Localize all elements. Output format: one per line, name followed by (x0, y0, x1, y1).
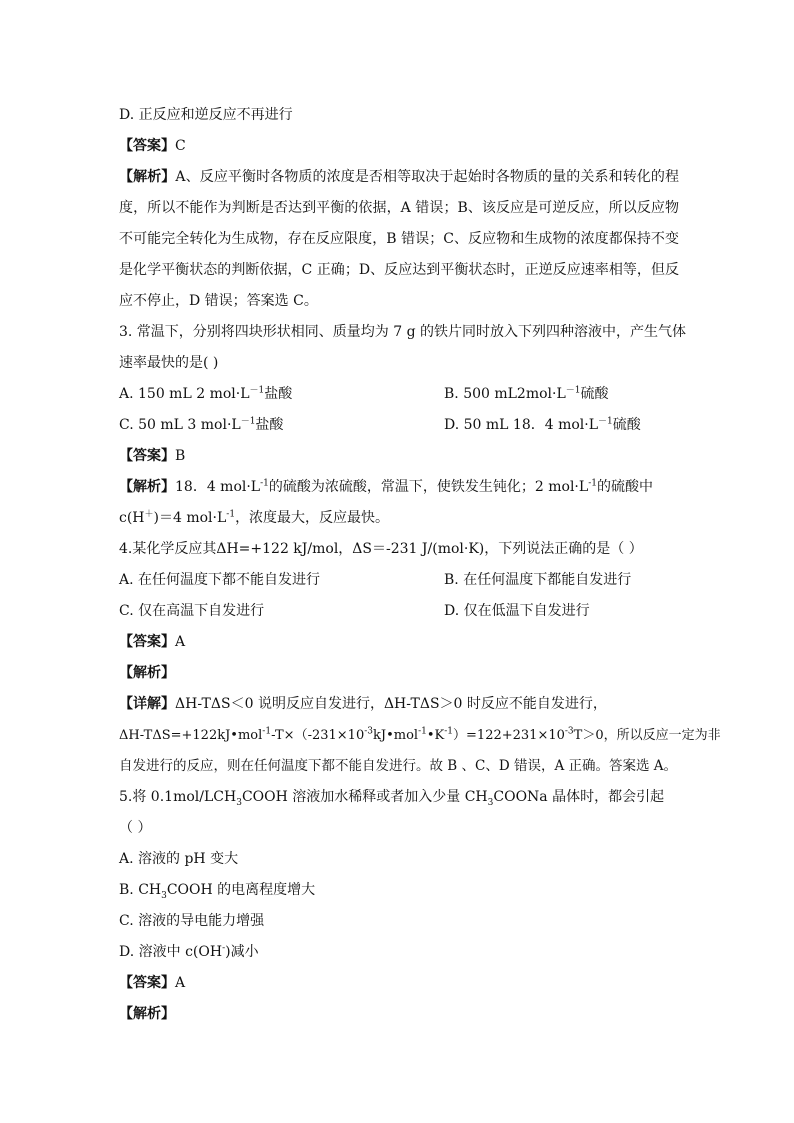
q4-option-b: B. 在任何温度下都能自发进行 (444, 572, 632, 588)
explanation-label: 【解析】 (119, 169, 176, 185)
q4-options-ab (119, 565, 679, 596)
answer-value: C (175, 138, 186, 154)
q3-explanation-line-2: c(H＋)＝4 $mol\cdot L^{-1}$，浓度最大，反应最快。 (119, 509, 390, 526)
answer-label: 【答案】 (119, 975, 175, 991)
q5-stem-line-1: 5.将 $0.1mol/LCH_3COOH$ 溶液加水稀释或者加入少量 $CH_3COONa$ 晶体时，都会引起 (119, 789, 665, 808)
q4-option-c: C. 仅在高温下自发进行 (119, 603, 265, 619)
explanation-label: 【解析】 (119, 1006, 175, 1022)
q3-option-c: C. 50 mL 3 $mol\cdot L^{-1}$盐酸 (119, 416, 284, 433)
q5-option-d: D. 溶液中 c(OH-)减小 (119, 943, 259, 960)
q4-detail-line-2: $\Delta H-T\Delta S=+122kJ•mol^{-1}-T\times(-231\times 10^{-3}kJ•mol^{-1}•K^{-1})=122+231\times 10^{-3}T>0$，所以反应一定为非 (119, 726, 721, 743)
q4-option-d: D. 仅在低温下自发进行 (444, 603, 590, 619)
q3-option-b: B. 500 $mL2mol\cdot L^{-1}$硫酸 (444, 385, 609, 402)
q3-explanation-line-1: 【解析】18．4 $mol\cdot L^{-1}$的硫酸为浓硫酸，常温下，使铁发生钝化；2 $mol\cdot L^{-1}$的硫酸中 (119, 478, 653, 495)
q4-detail-line-3: 自发进行的反应，则在任何温度下都不能自发进行。故 B 、C、D 错误，A 正确。答案选 A。 (119, 758, 678, 774)
q5-option-c: C. 溶液的导电能力增强 (119, 913, 265, 929)
q5-option-b: B. $CH_3COOH$ 的电离程度增大 (119, 882, 316, 901)
answer-label: 【答案】 (119, 634, 175, 650)
q3-options-cd (119, 410, 679, 441)
explanation-label: 【解析】 (119, 479, 175, 495)
q4-option-a: A. 在任何温度下都不能自发进行 (119, 572, 321, 588)
q5-option-a: A. 溶液的 pH 变大 (119, 851, 239, 867)
q3-options-ab (119, 379, 679, 410)
q2-option-d: D. 正反应和逆反应不再进行 (119, 107, 293, 123)
explanation-label: 【解析】 (119, 665, 175, 681)
document-content (119, 100, 721, 1030)
explanation-text: A、反应平衡时各物质的浓度是否相等取决于起始时各物质的量的关系和转化的程度，所以不能作为判断是否达到平衡的依据，A 错误；B、该反应是可逆反应，所以反应物不可能完全转化为生成物，存在反应限度，B 错误；C、反应物和生成物的浓度都保持不变是化学平衡状态的判断依据，C 正确；D、反应达到平衡状态时，正逆反应速率相等，但反应不停止，D 错误；答案选 C。 (119, 169, 680, 309)
answer-value: A (175, 975, 186, 991)
answer-label: 【答案】 (119, 448, 175, 464)
detail-label: 【详解】 (119, 696, 175, 712)
q3-stem-line-1: 3. 常温下，分别将四块形状相同、质量均为 7 g 的铁片同时放入下列四种溶液中，产生气体 (119, 324, 687, 340)
answer-value: A (175, 634, 186, 650)
q2-answer (119, 131, 679, 162)
q3-option-d: D. 50 mL 18．4 $mol\cdot L^{-1}$硫酸 (444, 416, 641, 433)
q4-detail-line-1: 【详解】ΔH-TΔS＜0 说明反应自发进行，ΔH-TΔS＞0 时反应不能自发进行， (119, 696, 607, 712)
q5-explanation-heading (119, 999, 679, 1030)
q5-stem-line-2: （ ） (119, 820, 152, 836)
q4-answer (119, 627, 679, 658)
q5-answer (119, 968, 679, 999)
answer-label: 【答案】 (119, 138, 175, 154)
answer-value: B (175, 448, 186, 464)
q2-explanation (119, 162, 679, 317)
q3-stem-line-2: 速率最快的是( ) (119, 355, 219, 371)
q4-stem: 4.某化学反应其ΔH=+122 kJ/mol，ΔS＝-231 J/(mol·K)，下列说法正确的是（ ） (119, 541, 643, 557)
q3-option-a: A. 150 mL 2 $mol\cdot L^{-1}$盐酸 (119, 385, 293, 402)
q4-options-cd (119, 596, 679, 627)
q3-answer (119, 441, 679, 472)
q4-explanation-heading (119, 658, 679, 689)
